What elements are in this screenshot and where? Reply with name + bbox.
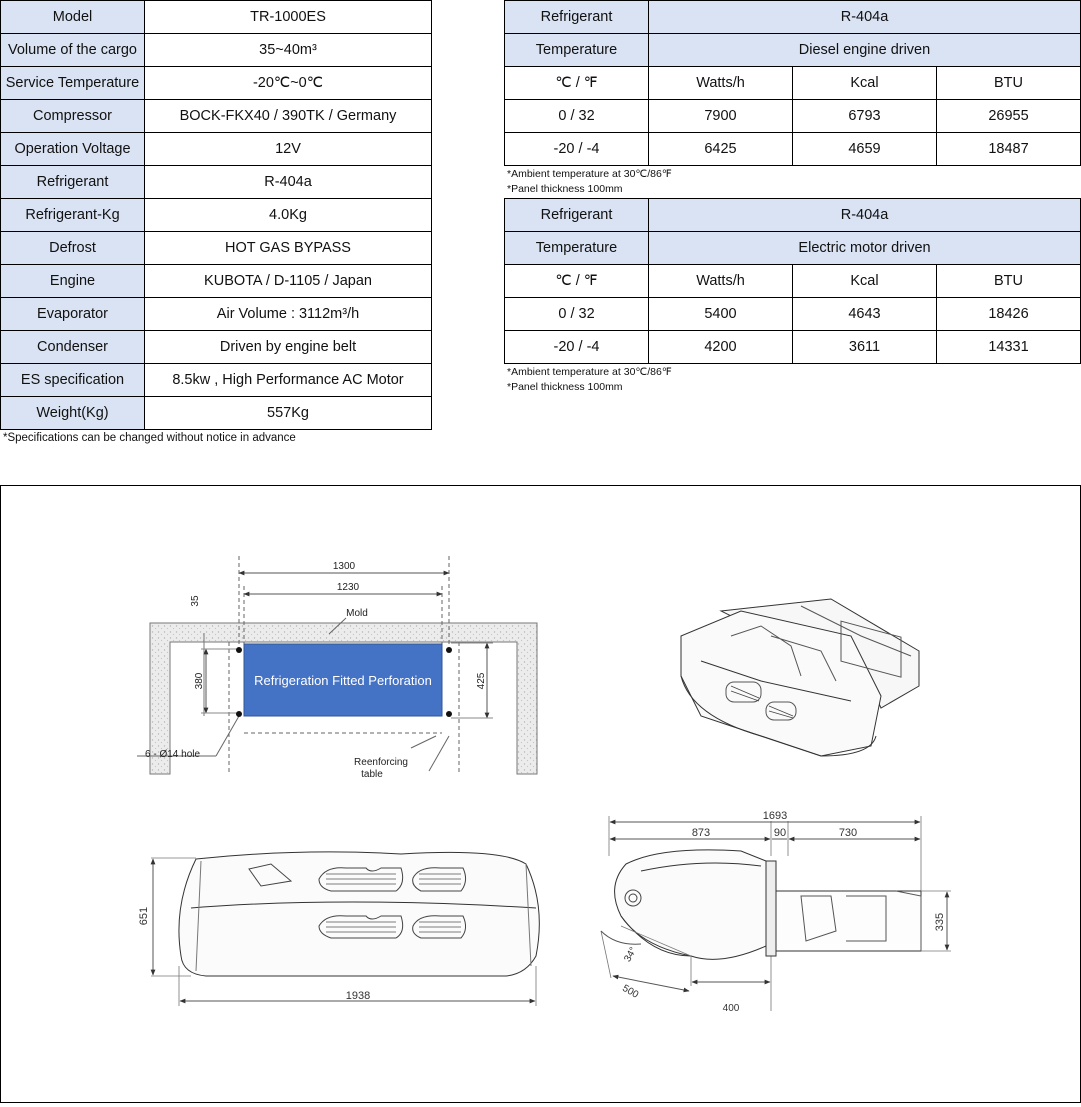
spec-row bbox=[1, 100, 432, 133]
spec-value: -20℃~0℃ bbox=[145, 67, 432, 100]
spec-label: Operation Voltage bbox=[1, 133, 145, 166]
capacity-note-1 bbox=[507, 167, 672, 197]
spec-row bbox=[1, 1, 432, 34]
col-header: Watts/h bbox=[649, 265, 793, 298]
drive-type: Electric motor driven bbox=[649, 232, 1081, 265]
spec-row bbox=[1, 232, 432, 265]
spec-row bbox=[1, 166, 432, 199]
spec-row bbox=[1, 265, 432, 298]
reinforcing-label: Reenforcing bbox=[354, 757, 408, 768]
spec-row bbox=[1, 364, 432, 397]
spec-label: Engine bbox=[1, 265, 145, 298]
refrigerant-label: Refrigerant bbox=[505, 1, 649, 34]
spec-row bbox=[1, 331, 432, 364]
panel-note: *Panel thickness 100mm bbox=[507, 183, 623, 195]
spec-value: 8.5kw , High Performance AC Motor bbox=[145, 364, 432, 397]
spec-value: HOT GAS BYPASS bbox=[145, 232, 432, 265]
isometric-unit-drawing bbox=[681, 599, 919, 756]
spec-value: TR-1000ES bbox=[145, 1, 432, 34]
spec-label: Service Temperature bbox=[1, 67, 145, 100]
ambient-note: *Ambient temperature at 30℃/86℉ bbox=[507, 366, 672, 378]
spec-value: R-404a bbox=[145, 166, 432, 199]
spec-value: 12V bbox=[145, 133, 432, 166]
spec-row bbox=[1, 397, 432, 430]
spec-label: Refrigerant bbox=[1, 166, 145, 199]
spec-value: 35~40m³ bbox=[145, 34, 432, 67]
cell: 7900 bbox=[649, 100, 793, 133]
dim-873: 873 bbox=[691, 827, 711, 839]
dim-651: 651 bbox=[138, 906, 150, 926]
col-header: Watts/h bbox=[649, 67, 793, 100]
drive-type: Diesel engine driven bbox=[649, 34, 1081, 67]
technical-drawing bbox=[1, 486, 1080, 1102]
cell: 26955 bbox=[937, 100, 1081, 133]
col-header: Kcal bbox=[793, 265, 937, 298]
side-view-drawing bbox=[601, 816, 951, 1011]
spec-value: 557Kg bbox=[145, 397, 432, 430]
refrigerant-value: R-404a bbox=[649, 199, 1081, 232]
spec-value: BOCK-FKX40 / 390TK / Germany bbox=[145, 100, 432, 133]
col-header: BTU bbox=[937, 67, 1081, 100]
col-header: BTU bbox=[937, 265, 1081, 298]
dim-335: 335 bbox=[934, 912, 946, 932]
spec-label: Evaporator bbox=[1, 298, 145, 331]
cell: 18487 bbox=[937, 133, 1081, 166]
cell: 0 / 32 bbox=[505, 100, 649, 133]
dim-1230: 1230 bbox=[336, 582, 360, 593]
spec-label: Compressor bbox=[1, 100, 145, 133]
hole-label: 6 - Ø14 hole bbox=[145, 749, 201, 760]
refrigerant-value: R-404a bbox=[649, 1, 1081, 34]
table-row bbox=[505, 133, 1081, 166]
spec-value: Air Volume : 3112m³/h bbox=[145, 298, 432, 331]
spec-label: Defrost bbox=[1, 232, 145, 265]
cell: 0 / 32 bbox=[505, 298, 649, 331]
dim-730: 730 bbox=[838, 827, 858, 839]
reinforcing-label-2: table bbox=[361, 769, 383, 780]
spec-value: 4.0Kg bbox=[145, 199, 432, 232]
technical-drawing-panel bbox=[0, 485, 1081, 1103]
cell: -20 / -4 bbox=[505, 133, 649, 166]
dim-400: 400 bbox=[722, 1003, 740, 1014]
cell: 5400 bbox=[649, 298, 793, 331]
spec-row bbox=[1, 133, 432, 166]
spec-label: Volume of the cargo bbox=[1, 34, 145, 67]
col-header: ℃ / ℉ bbox=[505, 265, 649, 298]
spec-note: *Specifications can be changed without notice in advance bbox=[3, 432, 296, 444]
temperature-label: Temperature bbox=[505, 34, 649, 67]
ambient-note: *Ambient temperature at 30℃/86℉ bbox=[507, 168, 672, 180]
perforation-label: Refrigeration Fitted Perforation bbox=[254, 673, 432, 688]
spec-row bbox=[1, 199, 432, 232]
dim-90: 90 bbox=[773, 827, 787, 839]
cell: 3611 bbox=[793, 331, 937, 364]
dim-35: 35 bbox=[190, 595, 201, 607]
dim-34-deg: 34° bbox=[622, 945, 640, 965]
cell: 6425 bbox=[649, 133, 793, 166]
capacity-table-diesel bbox=[504, 0, 1081, 166]
dim-1693: 1693 bbox=[762, 810, 788, 822]
dim-500: 500 bbox=[620, 982, 641, 1001]
table-row bbox=[505, 298, 1081, 331]
dim-1300: 1300 bbox=[332, 561, 356, 572]
spec-table bbox=[0, 0, 432, 430]
spec-label: Weight(Kg) bbox=[1, 397, 145, 430]
spec-label: Condenser bbox=[1, 331, 145, 364]
col-header: ℃ / ℉ bbox=[505, 67, 649, 100]
front-view-drawing bbox=[151, 852, 539, 1006]
spec-label: ES specification bbox=[1, 364, 145, 397]
cell: 4643 bbox=[793, 298, 937, 331]
table-row bbox=[505, 100, 1081, 133]
panel-note: *Panel thickness 100mm bbox=[507, 381, 623, 393]
dim-425: 425 bbox=[476, 672, 487, 690]
spec-label: Refrigerant-Kg bbox=[1, 199, 145, 232]
spec-value: KUBOTA / D-1105 / Japan bbox=[145, 265, 432, 298]
spec-label: Model bbox=[1, 1, 145, 34]
table-row bbox=[505, 331, 1081, 364]
cell: -20 / -4 bbox=[505, 331, 649, 364]
mold-label: Mold bbox=[346, 608, 368, 619]
cell: 4659 bbox=[793, 133, 937, 166]
spec-value: Driven by engine belt bbox=[145, 331, 432, 364]
dim-1938: 1938 bbox=[345, 990, 371, 1002]
spec-row bbox=[1, 298, 432, 331]
spec-row bbox=[1, 67, 432, 100]
capacity-note-2 bbox=[507, 365, 672, 395]
dim-380: 380 bbox=[194, 672, 205, 690]
cell: 18426 bbox=[937, 298, 1081, 331]
cell: 14331 bbox=[937, 331, 1081, 364]
refrigerant-label: Refrigerant bbox=[505, 199, 649, 232]
capacity-table-electric bbox=[504, 198, 1081, 364]
cell: 6793 bbox=[793, 100, 937, 133]
cell: 4200 bbox=[649, 331, 793, 364]
temperature-label: Temperature bbox=[505, 232, 649, 265]
spec-row bbox=[1, 34, 432, 67]
col-header: Kcal bbox=[793, 67, 937, 100]
